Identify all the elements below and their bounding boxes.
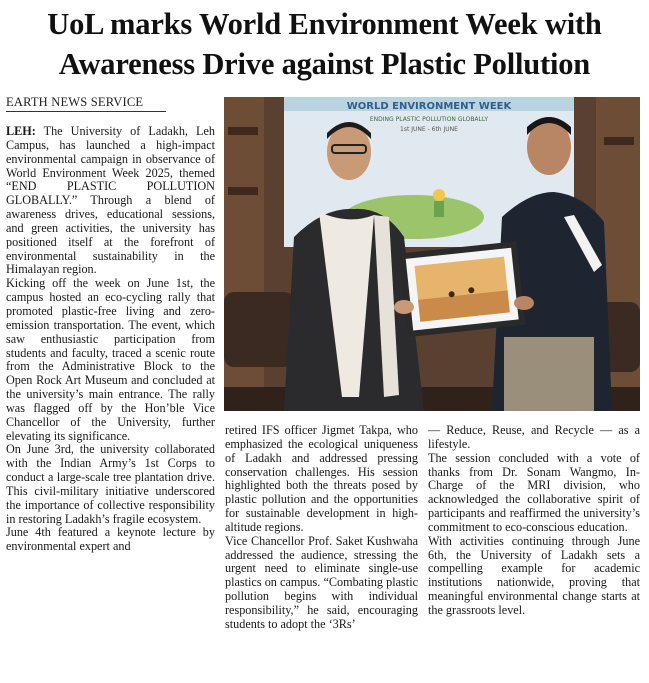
dateline: LEH: [6,124,36,138]
paragraph [6,125,215,277]
photo-illustration [224,97,640,411]
paragraph: June 4th featured a keynote lecture by environmental expert and [6,525,215,554]
paragraph: On June 3rd, the university collaborated with the Indian Army’s 1st Corps to conduct a large-scale tree plantation drive. This civil-military initiative underscored the importance of collective responsibility in restoring Ladakh’s fragile ecosystem. [6,442,215,526]
headline-line-1: UoL marks World Environment Week with [47,7,602,41]
shelf [228,187,258,195]
headline-line-2: Awareness Drive against Plastic Pollution [58,47,591,81]
hand [394,300,414,314]
chair [224,292,294,367]
banner-date: 1st JUNE - 6th JUNE [400,126,458,133]
article-column-1 [6,125,215,554]
paragraph-text: The University of Ladakh, Leh Campus, has launched a high-impact environmental campaign in observance of World Environment Week 2025, themed “END PLASTIC POLLUTION GLOBALLY.” Through a blend of awareness drives, educational sessions, and green activities, the university has positioned itself at the forefront of environmental sustainability in the Himalayan region. [6,124,215,277]
paragraph: Kicking off the week on June 1st, the campus hosted an eco-cycling rally that promoted plastic-free living and zero-emission transportation. The event, which saw enthusiastic participation from students and faculty, traced a scenic route from the Administrative Block to the Open Rock Art Museum and concluded at the university’s main entrance. The rally was flagged off by the Hon’ble Vice Chancellor of the University, further elevating its significance. [6,276,215,443]
paragraph: The session concluded with a vote of thanks from Dr. Sonam Wangmo, In-Charge of the MRI division, who acknowledged the collaborative spirit of participants and reaffirmed the university’s commitment to eco-conscious education. [428,450,640,534]
byline: EARTH NEWS SERVICE [6,95,166,112]
hand [514,296,534,310]
news-photo [224,97,640,411]
paragraph: Vice Chancellor Prof. Saket Kushwaha addressed the audience, stressing the urgent need to eliminate single-use plastics on campus. “Combating plastic pollution begins with individual responsibility,” he said, encouraging students to adopt the ‘3Rs’ [225,533,418,631]
shelf [228,127,258,135]
person-right-trousers [504,337,594,411]
paragraph: retired IFS officer Jigmet Takpa, who emphasized the ecological uniqueness of Ladakh and addressed pressing conservation challenges. His session highlighted both the threats posed by plastic pollution and the opportunities for sustainable development in high-altitude regions. [225,423,418,534]
banner-title: WORLD ENVIRONMENT WEEK [346,101,512,112]
article-column-2 [225,424,418,632]
banner-figure-body [434,201,444,217]
paragraph: — Reduce, Reuse, and Recycle — as a lifestyle. [428,423,640,451]
headline [0,4,649,84]
shelf [604,137,634,145]
article-column-3 [428,424,640,618]
paragraph: With activities continuing through June 6th, the University of Ladakh sets a compelling example for academic institutions nationwide, proving that meaningful environmental change starts at the grassroots level. [428,533,640,617]
banner-subtitle: ENDING PLASTIC POLLUTION GLOBALLY [369,116,489,123]
banner-figure [433,189,445,201]
